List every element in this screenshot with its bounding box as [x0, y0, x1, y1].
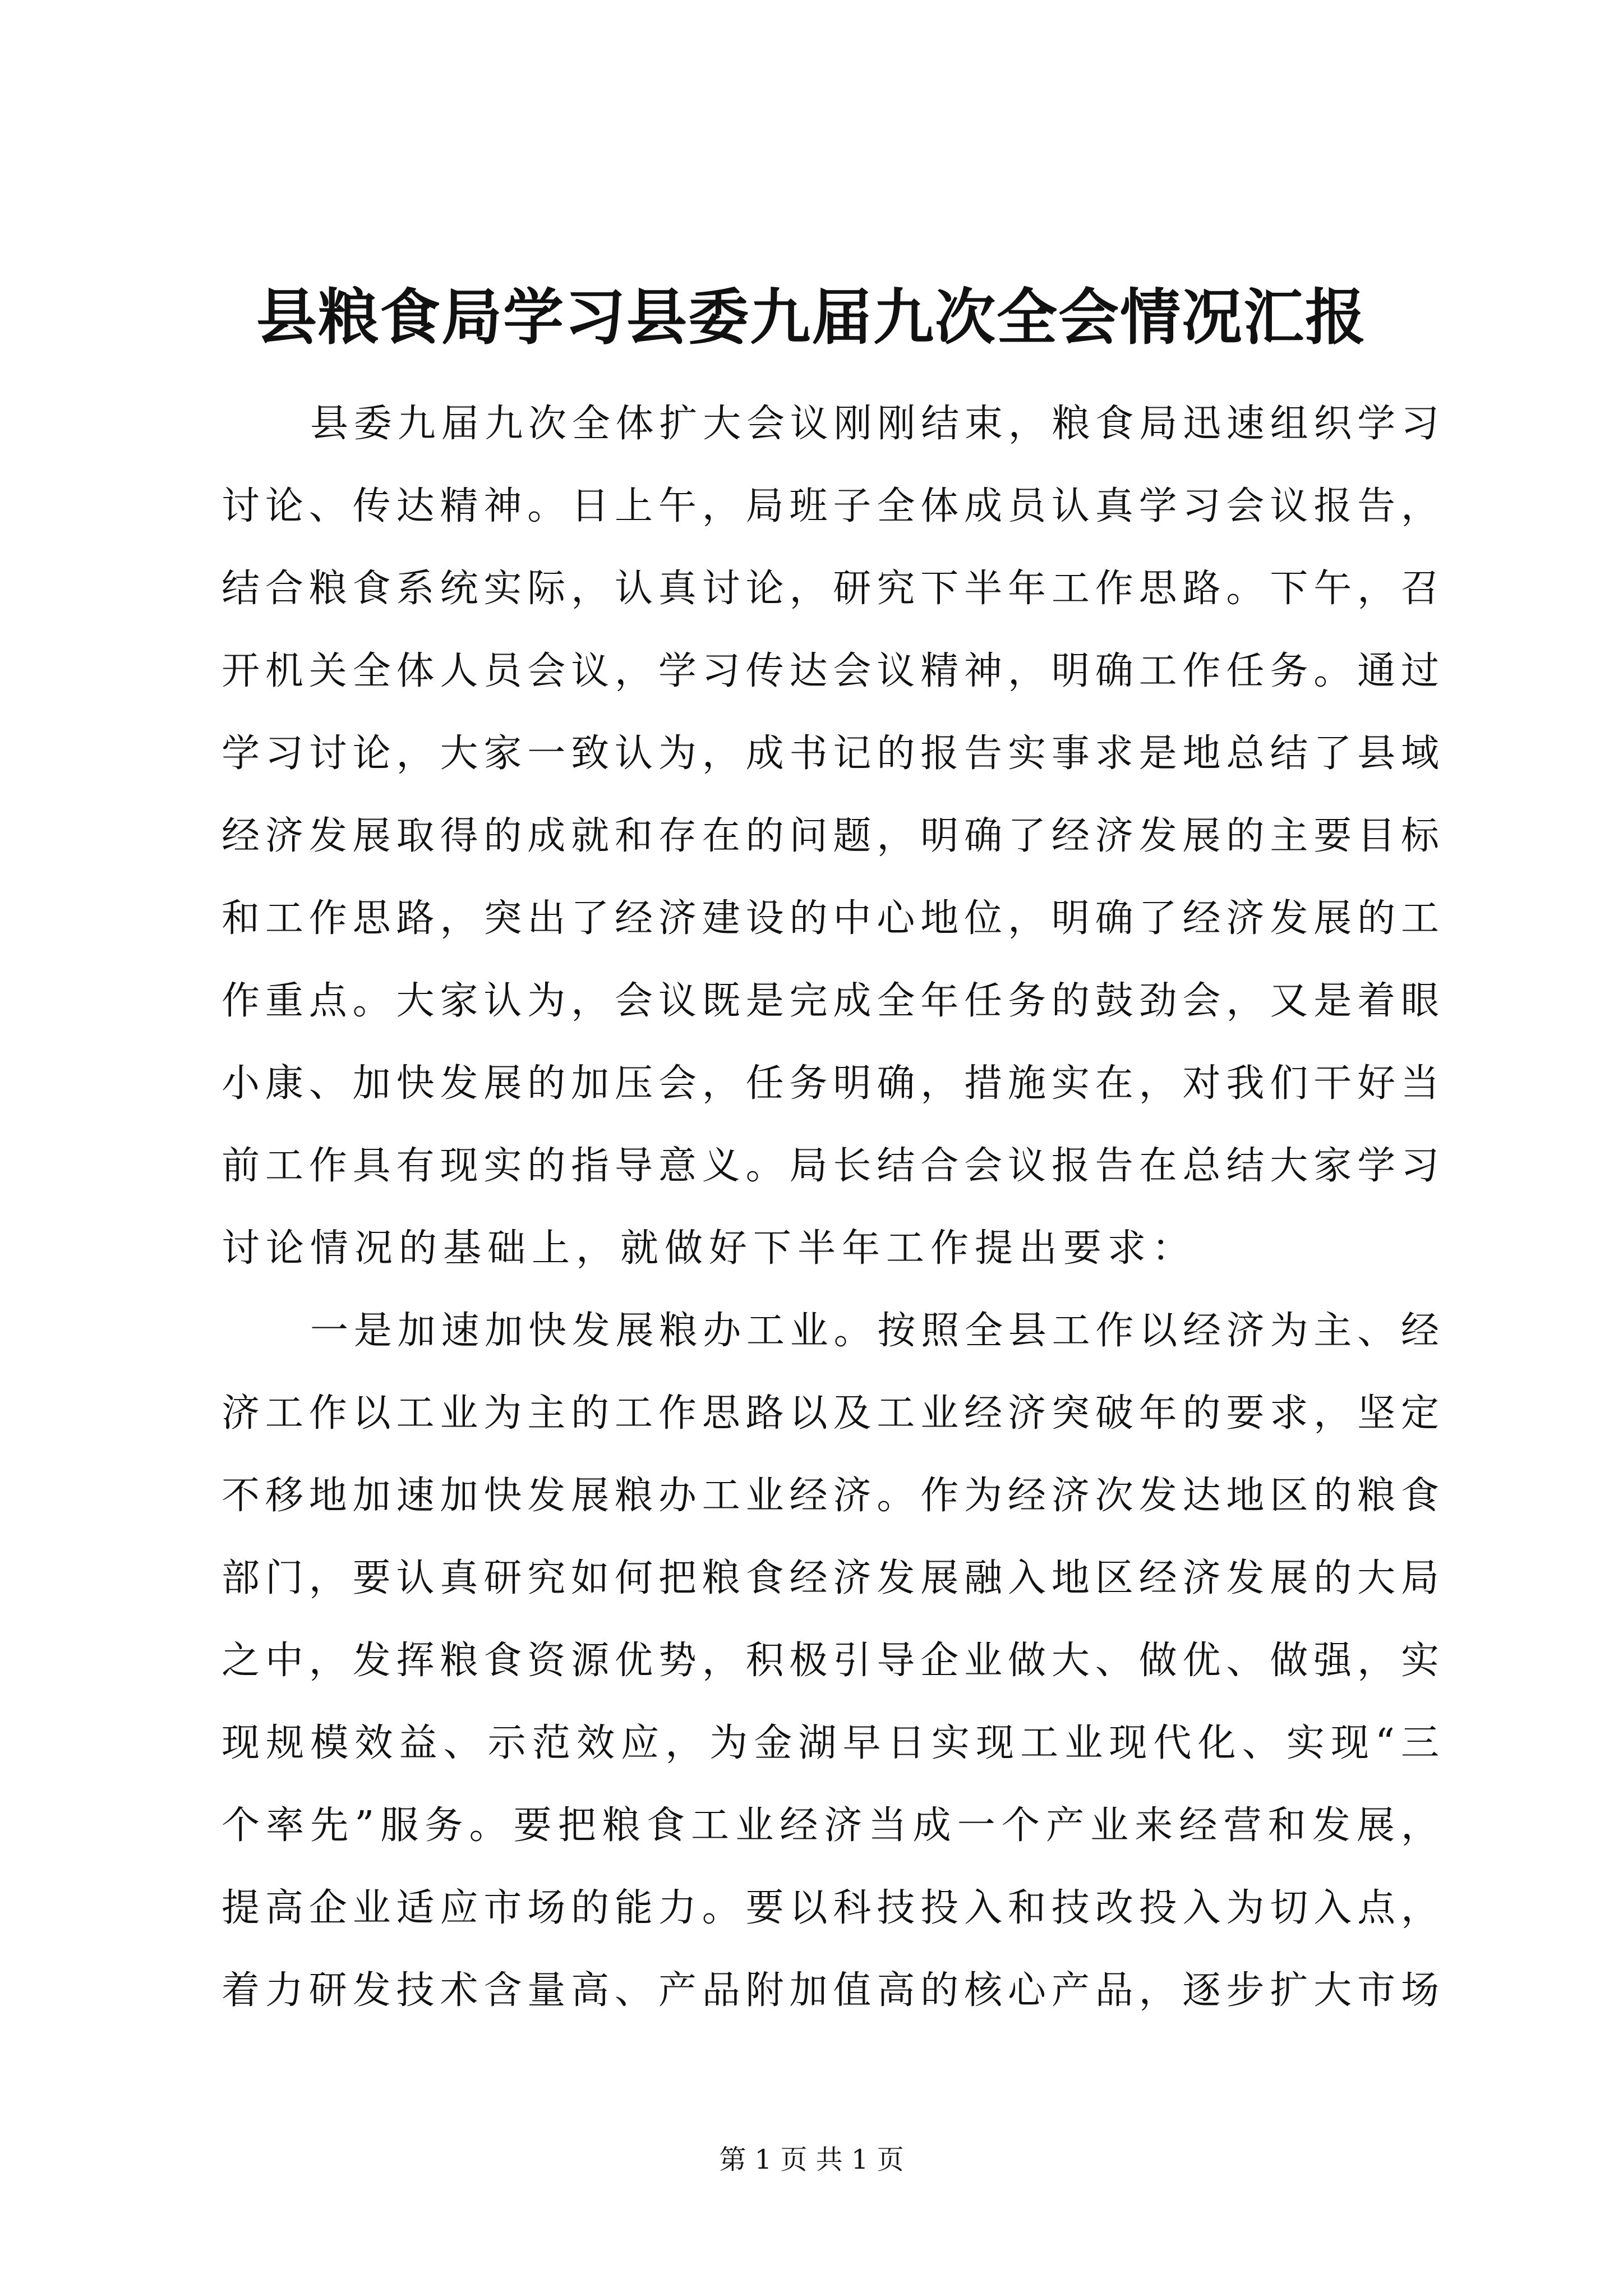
text-line: 学习讨论，大家一致认为，成书记的报告实事求是地总结了县域	[222, 731, 1439, 776]
paragraph	[222, 1290, 1439, 2032]
text-line: 个率先”服务。要把粮食工业经济当成一个产业来经营和发展，	[222, 1803, 1439, 1848]
text-line: 济工作以工业为主的工作思路以及工业经济突破年的要求，坚定	[222, 1391, 1439, 1435]
text-line: 提高企业适应市场的能力。要以科技投入和技改投入为切入点，	[222, 1886, 1439, 1930]
text-line: 经济发展取得的成就和存在的问题，明确了经济发展的主要目标	[222, 814, 1439, 858]
page-number-footer: 第 1 页 共 1 页	[719, 2144, 904, 2175]
text-line: 前工作具有现实的指导意义。局长结合会议报告在总结大家学习	[222, 1144, 1439, 1188]
document-title: 县粮食局学习县委九届九次全会情况汇报	[256, 282, 1367, 353]
text-line: 开机关全体人员会议，学习传达会议精神，明确工作任务。通过	[222, 649, 1439, 693]
text-line: 部门，要认真研究如何把粮食经济发展融入地区经济发展的大局	[222, 1556, 1439, 1600]
text-line: 和工作思路，突出了经济建设的中心地位，明确了经济发展的工	[222, 896, 1439, 941]
text-line: 之中，发挥粮食资源优势，积极引导企业做大、做优、做强，实	[222, 1639, 1439, 1683]
text-line: 小康、加快发展的加压会，任务明确，措施实在，对我们干好当	[222, 1061, 1439, 1106]
text-line: 讨论情况的基础上，就做好下半年工作提出要求：	[222, 1226, 1197, 1271]
text-line: 现规模效益、示范效应，为金湖早日实现工业现代化、实现“三	[222, 1721, 1439, 1765]
text-line: 作重点。大家认为，会议既是完成全年任务的鼓劲会，又是着眼	[222, 979, 1439, 1023]
text-line: 一是加速加快发展粮办工业。按照全县工作以经济为主、经	[310, 1309, 1439, 1353]
paragraph	[222, 383, 1439, 1290]
text-line: 着力研发技术含量高、产品附加值高的核心产品，逐步扩大市场	[222, 1968, 1439, 2013]
text-line: 讨论、传达精神。日上午，局班子全体成员认真学习会议报告，	[222, 484, 1439, 528]
document-body	[222, 383, 1439, 2032]
text-line: 结合粮食系统实际，认真讨论，研究下半年工作思路。下午，召	[222, 567, 1439, 611]
text-line: 县委九届九次全体扩大会议刚刚结束，粮食局迅速组织学习	[310, 402, 1439, 446]
text-line: 不移地加速加快发展粮办工业经济。作为经济次发达地区的粮食	[222, 1474, 1439, 1518]
